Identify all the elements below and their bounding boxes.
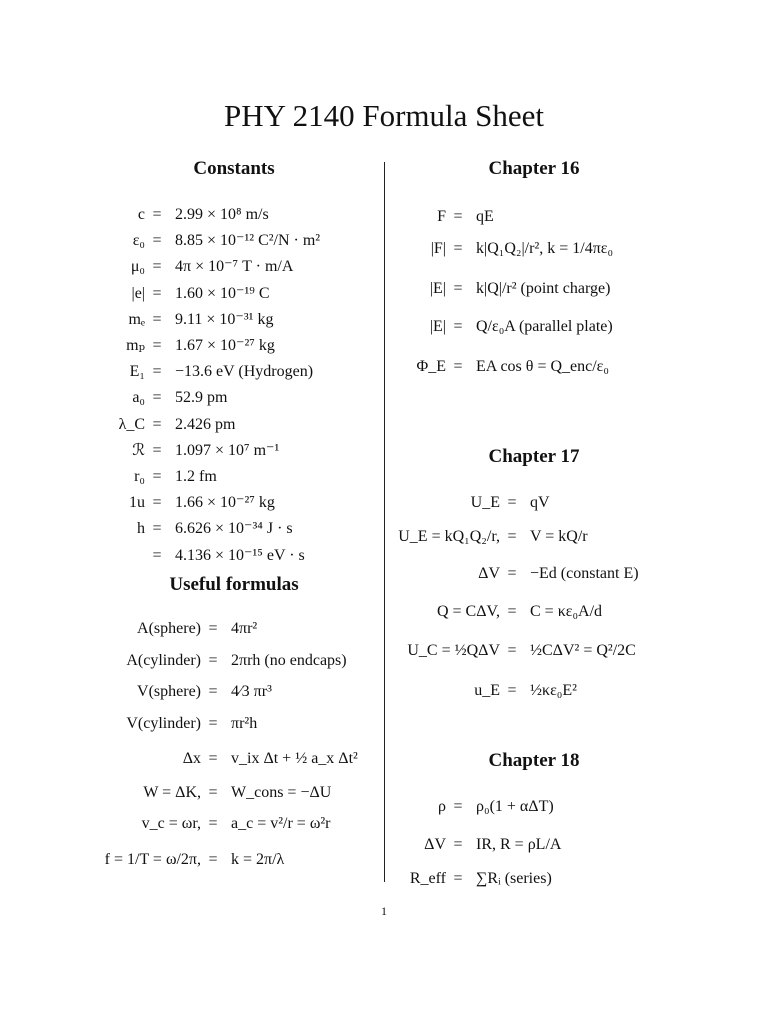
constants-lhs: E₁ (129, 363, 145, 381)
useful-lhs: V(cylinder) (126, 714, 201, 732)
constants-lhs: mₑ (128, 310, 145, 328)
useful-lhs: A(cylinder) (126, 651, 201, 669)
equals-sign: = (152, 546, 162, 564)
equals-sign: = (152, 468, 162, 485)
useful-rhs: W_cons = −ΔU (231, 783, 332, 801)
constants-lhs: 1u (129, 494, 145, 512)
constants-rhs: 6.626 × 10⁻³⁴ J · s (175, 520, 293, 538)
ch16-lhs: |E| (429, 280, 446, 297)
equals-sign: = (507, 681, 517, 699)
ch17-lhs: ΔV (478, 565, 500, 582)
useful-lhs: V(sphere) (137, 683, 201, 700)
equals-sign: = (208, 714, 218, 732)
equals-sign: = (208, 683, 218, 700)
constants-rhs: 8.85 × 10⁻¹² C²/N · m² (175, 232, 321, 250)
constants-rhs: 52.9 pm (175, 389, 228, 407)
ch17-rhs: ½CΔV² = Q²/2C (530, 642, 636, 659)
ch17-lhs: U_C = ½QΔV (407, 642, 500, 659)
heading-constants: Constants (193, 158, 275, 179)
useful-lhs: v_c = ωr, (141, 815, 201, 832)
equals-sign: = (208, 815, 218, 832)
equals-sign: = (507, 642, 517, 659)
equals-sign: = (152, 206, 162, 223)
page-title: PHY 2140 Formula Sheet (223, 98, 545, 133)
constants-rhs: 1.2 fm (175, 468, 217, 485)
equals-sign: = (507, 494, 517, 511)
constants-rhs: −13.6 eV (Hydrogen) (175, 363, 314, 381)
ch16-rhs: qE (476, 208, 494, 225)
ch16-lhs: Φ_E (416, 358, 446, 375)
constants-rhs: 1.66 × 10⁻²⁷ kg (175, 494, 275, 512)
ch16-rhs: EA cos θ = Q_enc/ε₀ (476, 358, 609, 375)
ch16-rhs: k|Q₁Q₂|/r², k = 1/4πε₀ (476, 240, 614, 257)
ch16-rhs: k|Q|/r² (point charge) (476, 280, 611, 297)
constants-lhs: h (137, 520, 145, 538)
equals-sign: = (208, 651, 218, 669)
equals-sign: = (152, 258, 162, 276)
equals-sign: = (152, 337, 162, 354)
ch17-rhs: ½κε₀E² (530, 681, 577, 699)
equals-sign: = (453, 208, 463, 225)
useful-rhs: 4πr² (231, 620, 258, 637)
constants-lhs: c (137, 206, 145, 223)
constants-rhs: 1.097 × 10⁷ m⁻¹ (175, 441, 280, 459)
ch17-rhs: V = kQ/r (530, 527, 588, 545)
constants-lhs: a₀ (132, 389, 145, 407)
ch17-rhs: qV (530, 494, 550, 511)
equals-sign: = (152, 389, 162, 407)
constants-lhs: ℛ (132, 441, 145, 459)
constants-lhs: λ_C (118, 415, 145, 433)
equals-sign: = (152, 232, 162, 250)
equals-sign: = (208, 783, 218, 801)
useful-rhs: 2πrh (no endcaps) (231, 651, 347, 669)
equals-sign: = (208, 620, 218, 637)
ch17-lhs: U_E (470, 494, 500, 511)
heading-chapter-17: Chapter 17 (488, 446, 580, 467)
ch18-rhs: IR, R = ρL/A (476, 836, 562, 853)
ch16-lhs: F (437, 208, 446, 225)
ch16-lhs: |F| (430, 240, 446, 257)
equals-sign: = (152, 363, 162, 381)
ch17-lhs: Q = CΔV, (436, 602, 500, 620)
useful-rhs: πr²h (231, 714, 258, 732)
page-number: 1 (381, 904, 387, 918)
useful-lhs: A(sphere) (137, 620, 201, 637)
equals-sign: = (152, 520, 162, 538)
useful-rhs: v_ix Δt + ½ a_x Δt² (231, 750, 358, 767)
equals-sign: = (453, 240, 463, 257)
useful-lhs: W = ΔK, (143, 783, 201, 801)
ch18-lhs: ρ (438, 798, 446, 815)
constants-rhs: 4π × 10⁻⁷ T · m/A (175, 258, 294, 276)
equals-sign: = (152, 494, 162, 512)
constants-lhs: mₚ (126, 337, 145, 354)
constants-rhs: 1.67 × 10⁻²⁷ kg (175, 337, 275, 354)
useful-lhs: Δx (182, 750, 201, 767)
ch18-lhs: ΔV (424, 836, 446, 853)
ch16-rhs: Q/ε₀A (parallel plate) (476, 318, 613, 335)
heading-chapter-18: Chapter 18 (488, 750, 580, 771)
constants-rhs: 2.426 pm (175, 415, 236, 433)
useful-rhs: k = 2π/λ (231, 850, 285, 868)
useful-rhs: 4⁄3 πr³ (231, 683, 272, 700)
heading-chapter-16: Chapter 16 (488, 158, 580, 179)
constants-lhs: ε₀ (132, 232, 145, 250)
equals-sign: = (453, 798, 463, 815)
ch18-lhs: R_eff (409, 870, 446, 887)
constants-lhs: r₀ (134, 468, 145, 485)
equals-sign: = (453, 870, 463, 887)
constants-rhs: 9.11 × 10⁻³¹ kg (175, 310, 274, 328)
constants-rhs: 2.99 × 10⁸ m/s (175, 206, 269, 223)
useful-lhs: f = 1/T = ω/2π, (104, 850, 201, 868)
ch17-lhs: U_E = kQ₁Q₂/r, (398, 527, 500, 545)
ch17-lhs: u_E (474, 681, 500, 699)
equals-sign: = (507, 602, 517, 620)
heading-useful-formulas: Useful formulas (169, 574, 299, 595)
equals-sign: = (152, 415, 162, 433)
constants-lhs: |e| (131, 284, 145, 302)
equals-sign: = (507, 527, 517, 545)
equals-sign: = (152, 284, 162, 302)
ch18-rhs: ∑Rᵢ (series) (476, 870, 552, 887)
equals-sign: = (152, 441, 162, 459)
useful-rhs: a_c = v²/r = ω²r (231, 815, 331, 832)
ch17-rhs: C = κε₀A/d (530, 602, 603, 620)
equals-sign: = (453, 836, 463, 853)
equals-sign: = (152, 310, 162, 328)
constants-rhs: 4.136 × 10⁻¹⁵ eV · s (175, 546, 305, 564)
equals-sign: = (208, 850, 218, 868)
ch16-lhs: |E| (429, 318, 446, 335)
constants-rhs: 1.60 × 10⁻¹⁹ C (175, 284, 270, 302)
ch18-rhs: ρ₀(1 + αΔT) (476, 798, 554, 815)
equals-sign: = (507, 565, 517, 582)
equals-sign: = (208, 750, 218, 767)
equals-sign: = (453, 280, 463, 297)
column-divider (384, 162, 385, 882)
constants-lhs: μ₀ (130, 258, 145, 276)
equals-sign: = (453, 358, 463, 375)
equals-sign: = (453, 318, 463, 335)
ch17-rhs: −Ed (constant E) (530, 565, 639, 582)
